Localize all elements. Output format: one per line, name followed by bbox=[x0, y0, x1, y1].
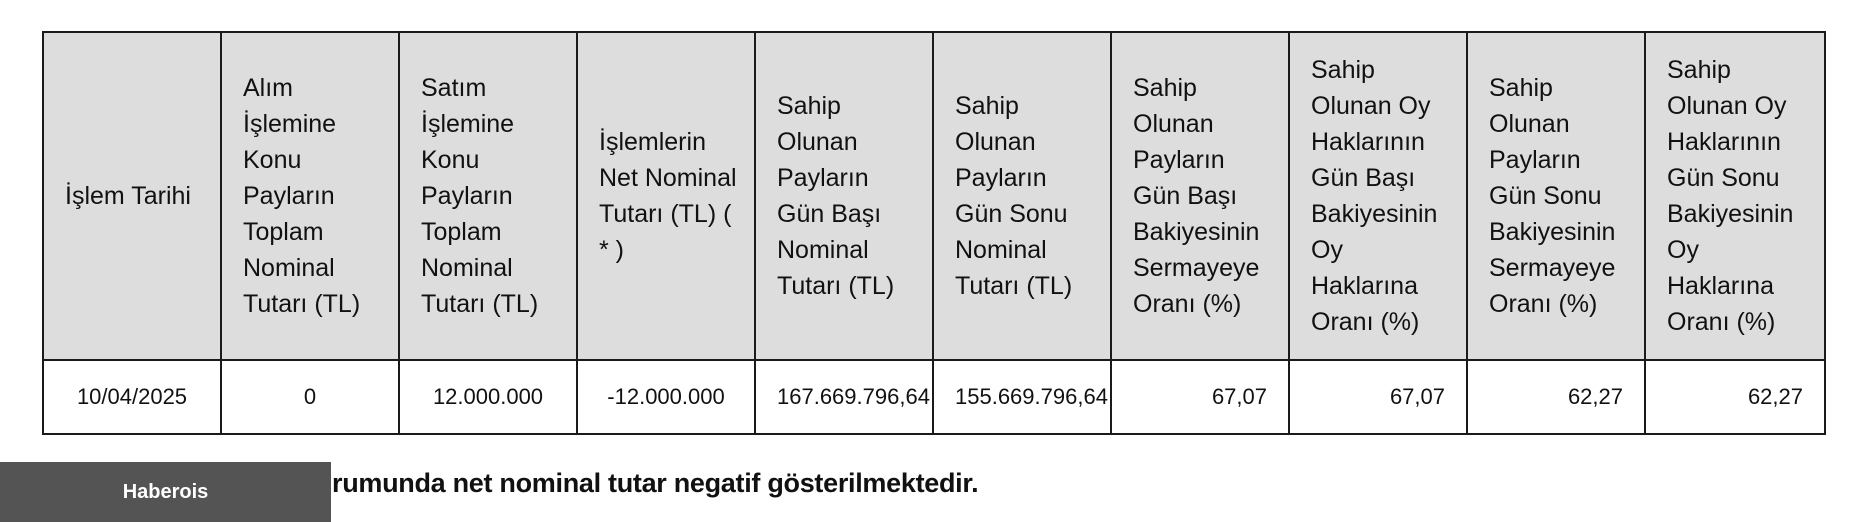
table-header-row bbox=[43, 32, 1825, 360]
cell-transaction-date: 10/04/2025 bbox=[43, 360, 221, 434]
header-sell-nominal-total: Satım İşlemine Konu Payların Toplam Nominal Tutarı (TL) bbox=[399, 32, 577, 360]
cell-day-start-voting-ratio: 67,07 bbox=[1289, 360, 1467, 434]
cell-day-end-voting-ratio: 62,27 bbox=[1645, 360, 1825, 434]
header-net-nominal-amount: İşlemlerin Net Nominal Tutarı (TL) ( * ) bbox=[577, 32, 755, 360]
footer bbox=[0, 462, 1850, 522]
cell-day-start-nominal: 167.669.796,64 bbox=[755, 360, 933, 434]
header-day-end-voting-ratio: Sahip Olunan Oy Haklarının Gün Sonu Bakiyesinin Oy Haklarına Oranı (%) bbox=[1645, 32, 1825, 360]
cell-day-end-capital-ratio: 62,27 bbox=[1467, 360, 1645, 434]
brand-badge[interactable]: Haberois bbox=[0, 462, 331, 522]
header-day-start-capital-ratio: Sahip Olunan Payların Gün Başı Bakiyesinin Sermayeye Oranı (%) bbox=[1111, 32, 1289, 360]
header-day-start-nominal: Sahip Olunan Payların Gün Başı Nominal Tutarı (TL) bbox=[755, 32, 933, 360]
footnote-text: rumunda net nominal tutar negatif gösterilmektedir. bbox=[332, 468, 979, 498]
cell-buy-nominal-total: 0 bbox=[221, 360, 399, 434]
cell-net-nominal-amount: -12.000.000 bbox=[577, 360, 755, 434]
header-buy-nominal-total: Alım İşlemine Konu Payların Toplam Nominal Tutarı (TL) bbox=[221, 32, 399, 360]
cell-sell-nominal-total: 12.000.000 bbox=[399, 360, 577, 434]
header-transaction-date: İşlem Tarihi bbox=[43, 32, 221, 360]
header-day-end-capital-ratio: Sahip Olunan Payların Gün Sonu Bakiyesinin Sermayeye Oranı (%) bbox=[1467, 32, 1645, 360]
table-row bbox=[43, 360, 1825, 434]
header-day-start-voting-ratio: Sahip Olunan Oy Haklarının Gün Başı Bakiyesinin Oy Haklarına Oranı (%) bbox=[1289, 32, 1467, 360]
cell-day-start-capital-ratio: 67,07 bbox=[1111, 360, 1289, 434]
cell-day-end-nominal: 155.669.796,64 bbox=[933, 360, 1111, 434]
header-day-end-nominal: Sahip Olunan Payların Gün Sonu Nominal Tutarı (TL) bbox=[933, 32, 1111, 360]
share-transactions-table bbox=[42, 31, 1826, 435]
